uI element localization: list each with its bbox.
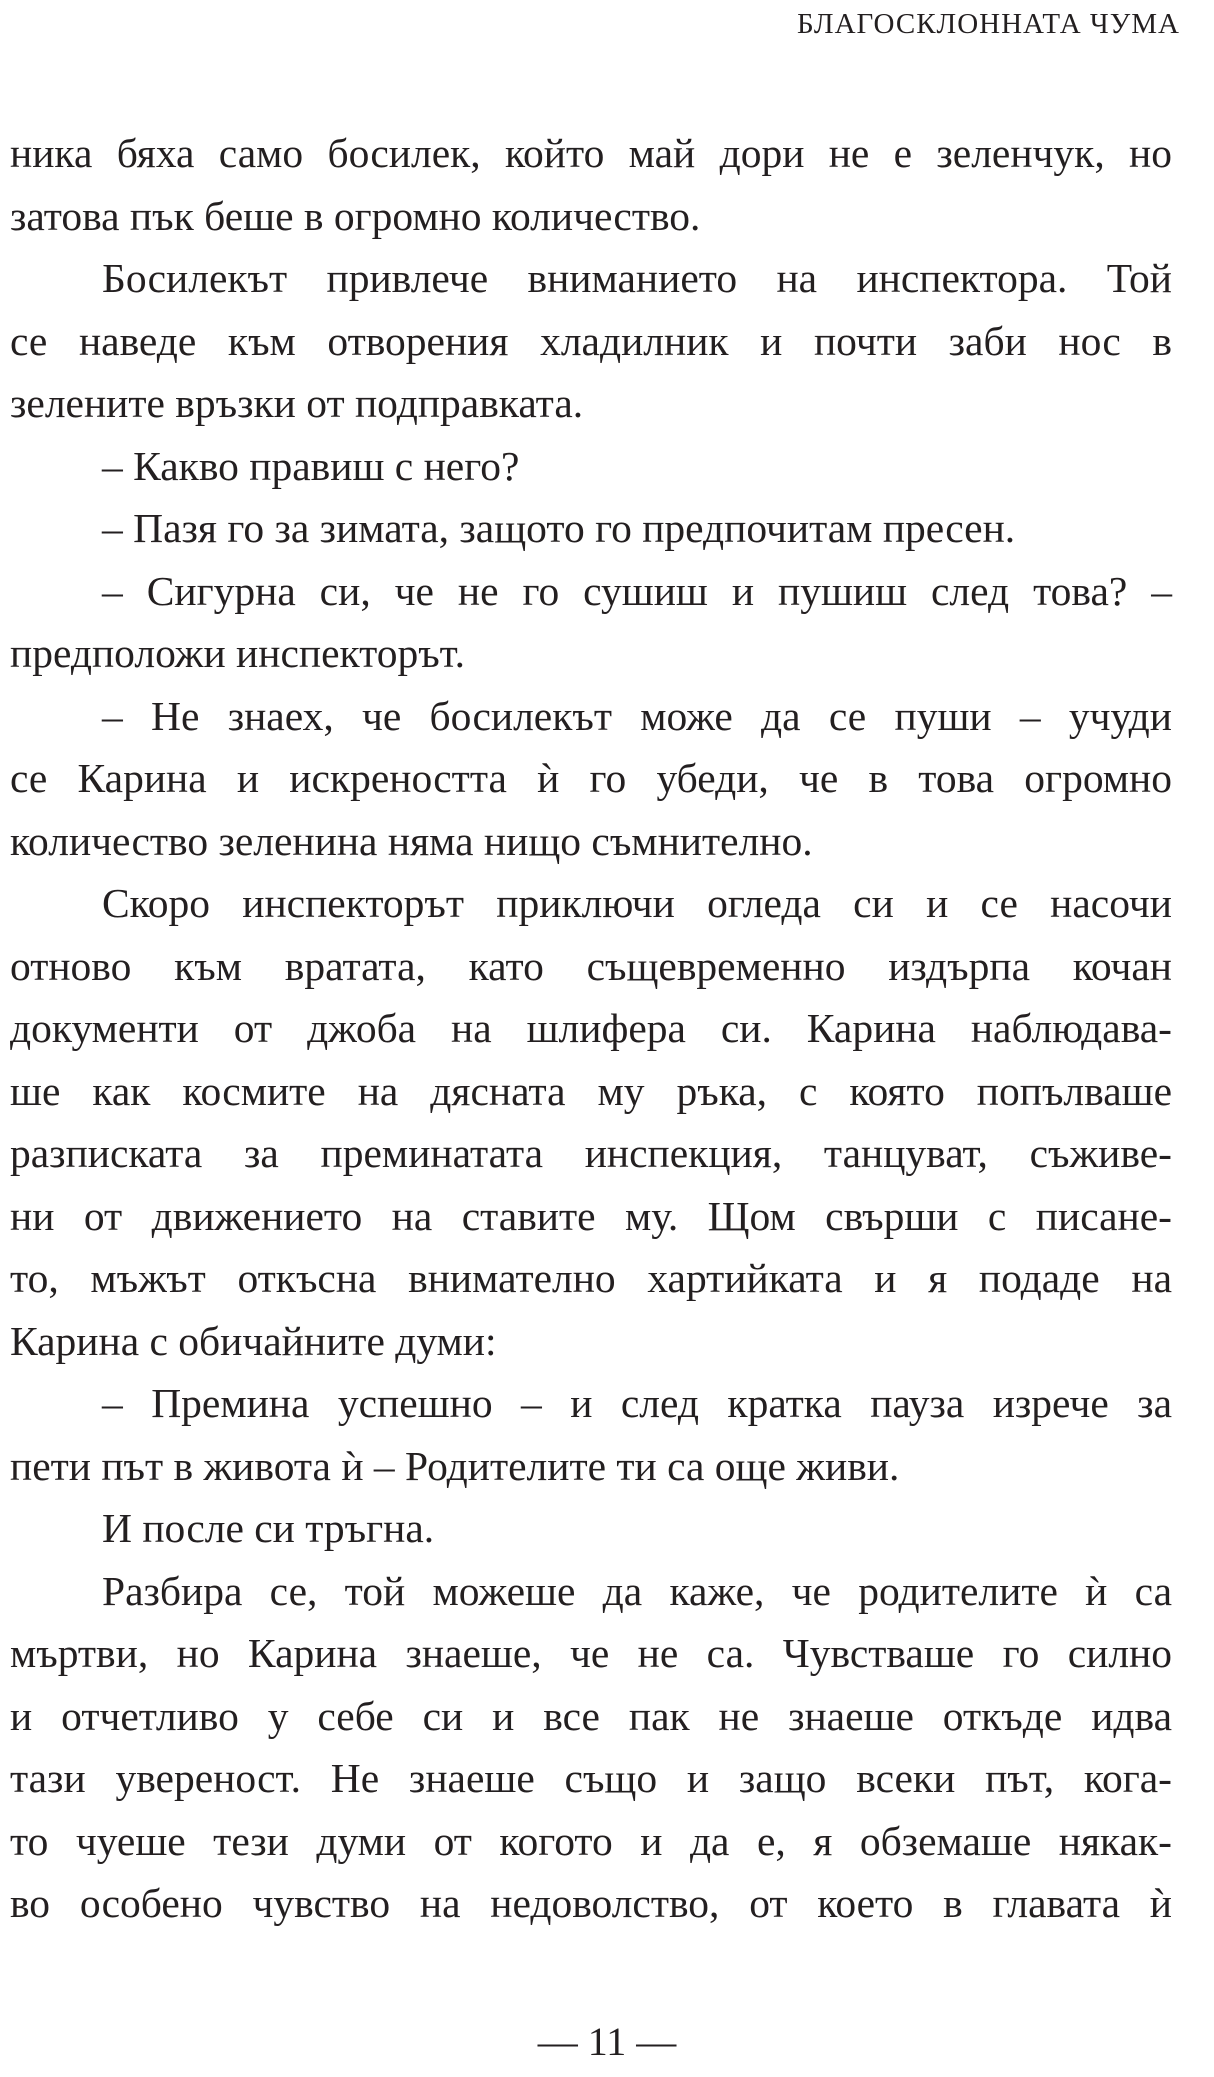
text-line: Карина с обичайните думи: [10, 1317, 497, 1364]
text-line: – Премина успешно – и след кратка пауза изрече за [102, 1380, 1172, 1426]
text-line: во особено чувство на недоволство, от което в главата ѝ [10, 1880, 1172, 1926]
running-header-title: БЛАГОСКЛОННАТА ЧУМА [796, 8, 1180, 40]
text-line: количество зеленина няма нищо съмнително. [10, 817, 813, 864]
text-line: се Карина и искреността ѝ го убеди, че в това огромно [10, 755, 1172, 801]
text-line: ника бяха само босилек, който май дори не е зеленчук, но [10, 130, 1172, 176]
text-line: затова пък беше в огромно количество. [10, 192, 701, 239]
text-line: отново към вратата, като същевременно издърпа кочан [10, 942, 1172, 989]
text-line: то, мъжът откъсна внимателно хартийката и я подаде на [10, 1255, 1172, 1301]
text-line: разписката за преминатата инспекция, танцуват, съживе- [10, 1130, 1172, 1176]
text-line: Разбира се, той можеше да каже, че родителите ѝ са [102, 1567, 1172, 1614]
page-number: — 11 — [537, 2019, 677, 2064]
text-line: Скоро инспекторът приключи огледа си и се насочи [102, 880, 1172, 926]
text-line: – Какво правиш с него? [102, 442, 520, 489]
text-line: се наведе към отворения хладилник и почти заби нос в [10, 317, 1172, 364]
text-line: – Сигурна си, че не го сушиш и пушиш след това? – [102, 567, 1172, 614]
text-line: документи от джоба на шлифера си. Карина наблюдава- [10, 1005, 1172, 1051]
text-line: то чуеше тези думи от когото и да е, я обземаше някак- [10, 1817, 1172, 1864]
text-line: ше как космите на дясната му ръка, с която попълваше [10, 1067, 1172, 1114]
text-line: и отчетливо у себе си и все пак не знаеше откъде идва [10, 1692, 1172, 1739]
body-text [10, 122, 1172, 1935]
text-line: мъртви, но Карина знаеше, че не са. Чувстваше го силно [10, 1630, 1172, 1676]
text-line: предположи инспекторът. [10, 630, 466, 676]
text-line: пети път в живота ѝ – Родителите ти са още живи. [10, 1442, 900, 1489]
text-line: зелените връзки от подправката. [10, 380, 584, 426]
text-line: Босилекът привлече вниманието на инспектора. Той [102, 255, 1172, 301]
text-line: И после си тръгна. [102, 1505, 435, 1551]
text-line: – Пазя го за зимата, защото го предпочитам пресен. [102, 505, 1016, 551]
text-line: ни от движението на ставите му. Щом свърши с писане- [10, 1192, 1172, 1239]
text-line: – Не знаех, че босилекът може да се пуши – учуди [102, 692, 1172, 739]
text-line: тази увереност. Не знаеше също и защо всеки път, кога- [10, 1755, 1172, 1801]
